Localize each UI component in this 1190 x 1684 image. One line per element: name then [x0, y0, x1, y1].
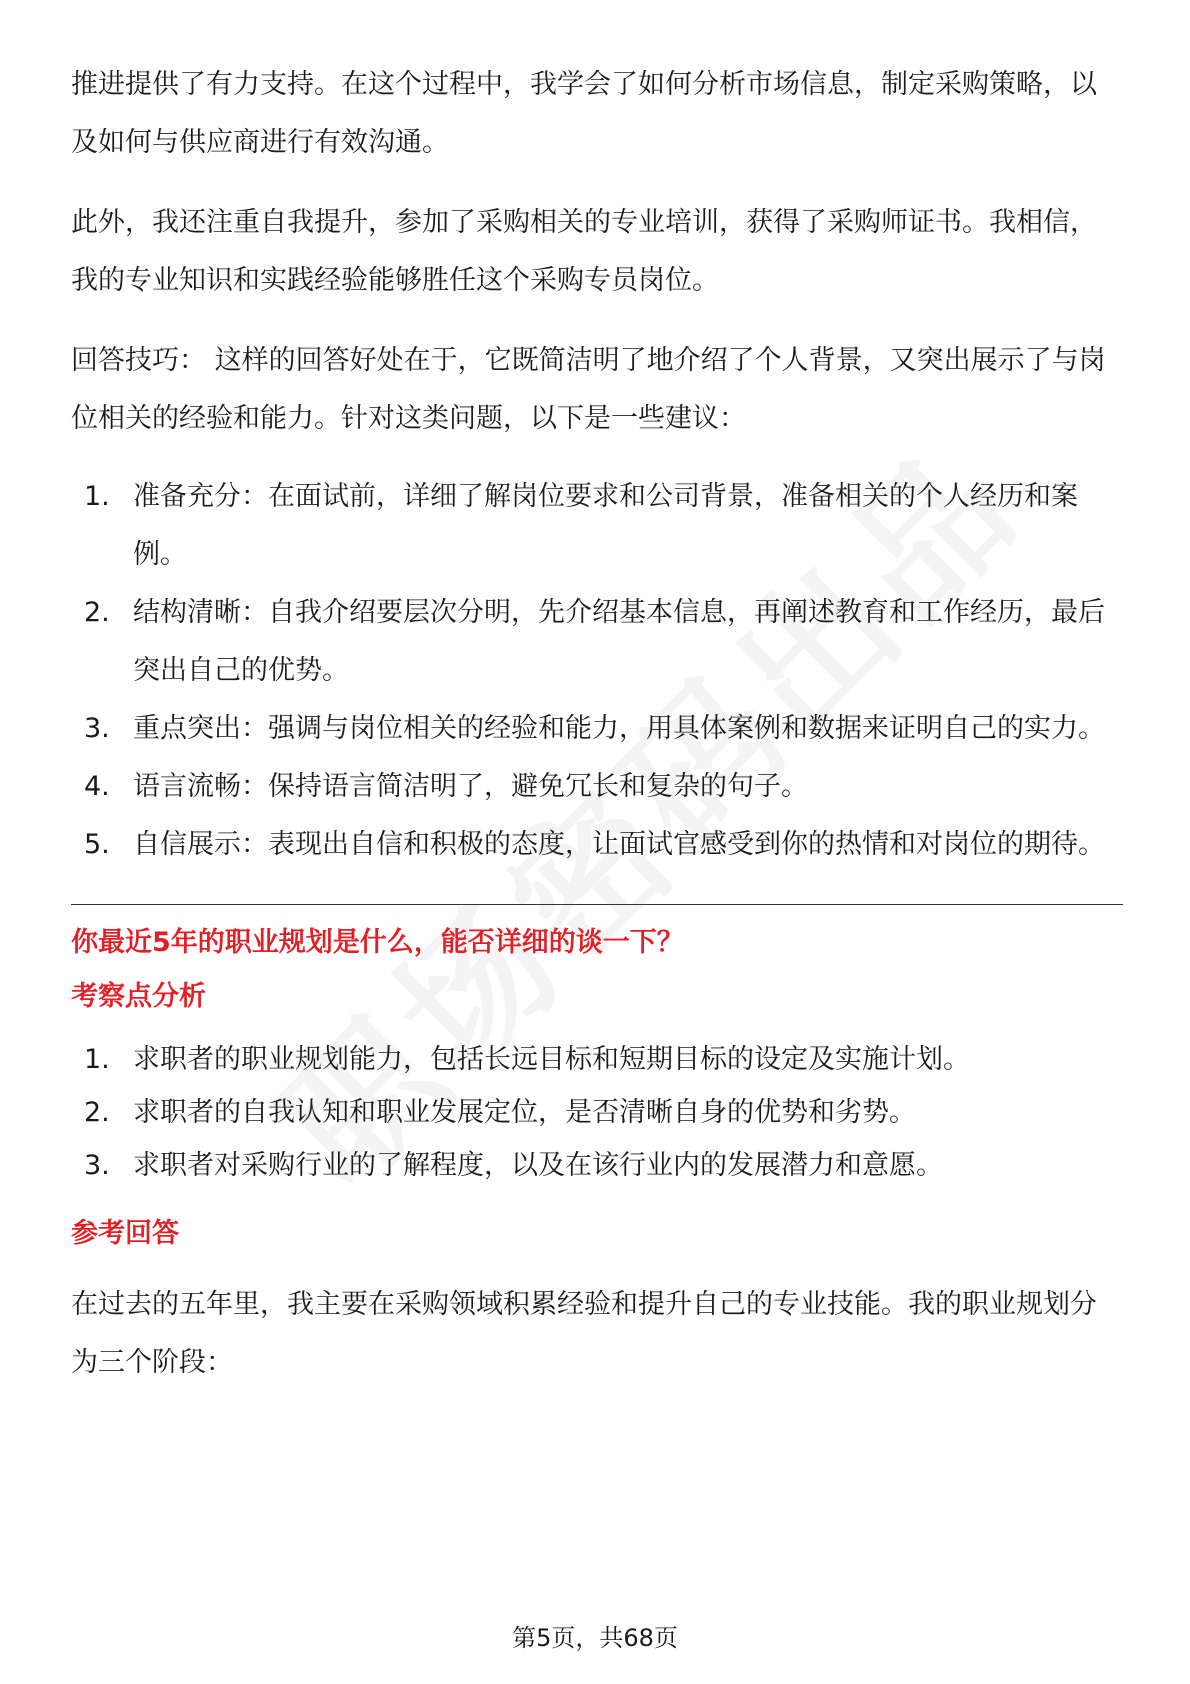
- reference-heading: 参考回答: [71, 1218, 179, 1249]
- list-number: 1.: [84, 1044, 110, 1075]
- list-text: 求职者的职业规划能力，包括长远目标和短期目标的设定及实施计划。: [133, 1044, 970, 1075]
- tips-list: [71, 468, 1123, 874]
- list-number: 4.: [84, 771, 110, 802]
- question-title: 你最近5年的职业规划是什么，能否详细的谈一下？: [71, 927, 684, 958]
- analysis-heading: 考察点分析: [71, 981, 206, 1012]
- list-text: 重点突出：强调与岗位相关的经验和能力，用具体案例和数据来证明自己的实力。: [133, 713, 1105, 744]
- reference-paragraph: 在过去的五年里，我主要在采购领域积累经验和提升自己的专业技能。我的职业规划分为三个阶段：: [71, 1289, 1097, 1378]
- list-item: [71, 584, 1123, 700]
- list-item: [71, 700, 1123, 758]
- list-item: [71, 468, 1123, 584]
- paragraph-tips-intro: 回答技巧： 这样的回答好处在于，它既简洁明了地介绍了个人背景，又突出展示了与岗位相关的经验和能力。针对这类问题，以下是一些建议：: [71, 345, 1106, 434]
- section-divider: [71, 904, 1123, 905]
- paragraph-1: 推进提供了有力支持。在这个过程中，我学会了如何分析市场信息，制定采购策略，以及如何与供应商进行有效沟通。: [71, 69, 1097, 158]
- page-content: [71, 56, 1123, 1392]
- page-footer: 第5页，共68页: [512, 1624, 678, 1652]
- list-number: 3.: [84, 1150, 110, 1181]
- list-item: [71, 1139, 1123, 1192]
- list-item: [71, 1033, 1123, 1086]
- list-number: 3.: [84, 713, 110, 744]
- list-number: 2.: [84, 1097, 110, 1128]
- list-number: 5.: [84, 829, 110, 860]
- analysis-list: [71, 1033, 1123, 1192]
- list-text: 结构清晰：自我介绍要层次分明，先介绍基本信息，再阐述教育和工作经历，最后突出自己的优势。: [133, 597, 1105, 686]
- list-text: 求职者对采购行业的了解程度，以及在该行业内的发展潜力和意愿。: [133, 1150, 943, 1181]
- list-text: 求职者的自我认知和职业发展定位，是否清晰自身的优势和劣势。: [133, 1097, 916, 1128]
- list-text: 语言流畅：保持语言简洁明了，避免冗长和复杂的句子。: [133, 771, 808, 802]
- paragraph-2: 此外，我还注重自我提升，参加了采购相关的专业培训，获得了采购师证书。我相信，我的专业知识和实践经验能够胜任这个采购专员岗位。: [71, 207, 1097, 296]
- list-item: [71, 1086, 1123, 1139]
- list-item: [71, 816, 1123, 874]
- list-number: 1.: [84, 481, 110, 512]
- list-number: 2.: [84, 597, 110, 628]
- list-text: 自信展示：表现出自信和积极的态度，让面试官感受到你的热情和对岗位的期待。: [133, 829, 1105, 860]
- list-item: [71, 758, 1123, 816]
- list-text: 准备充分：在面试前，详细了解岗位要求和公司背景，准备相关的个人经历和案例。: [133, 481, 1078, 570]
